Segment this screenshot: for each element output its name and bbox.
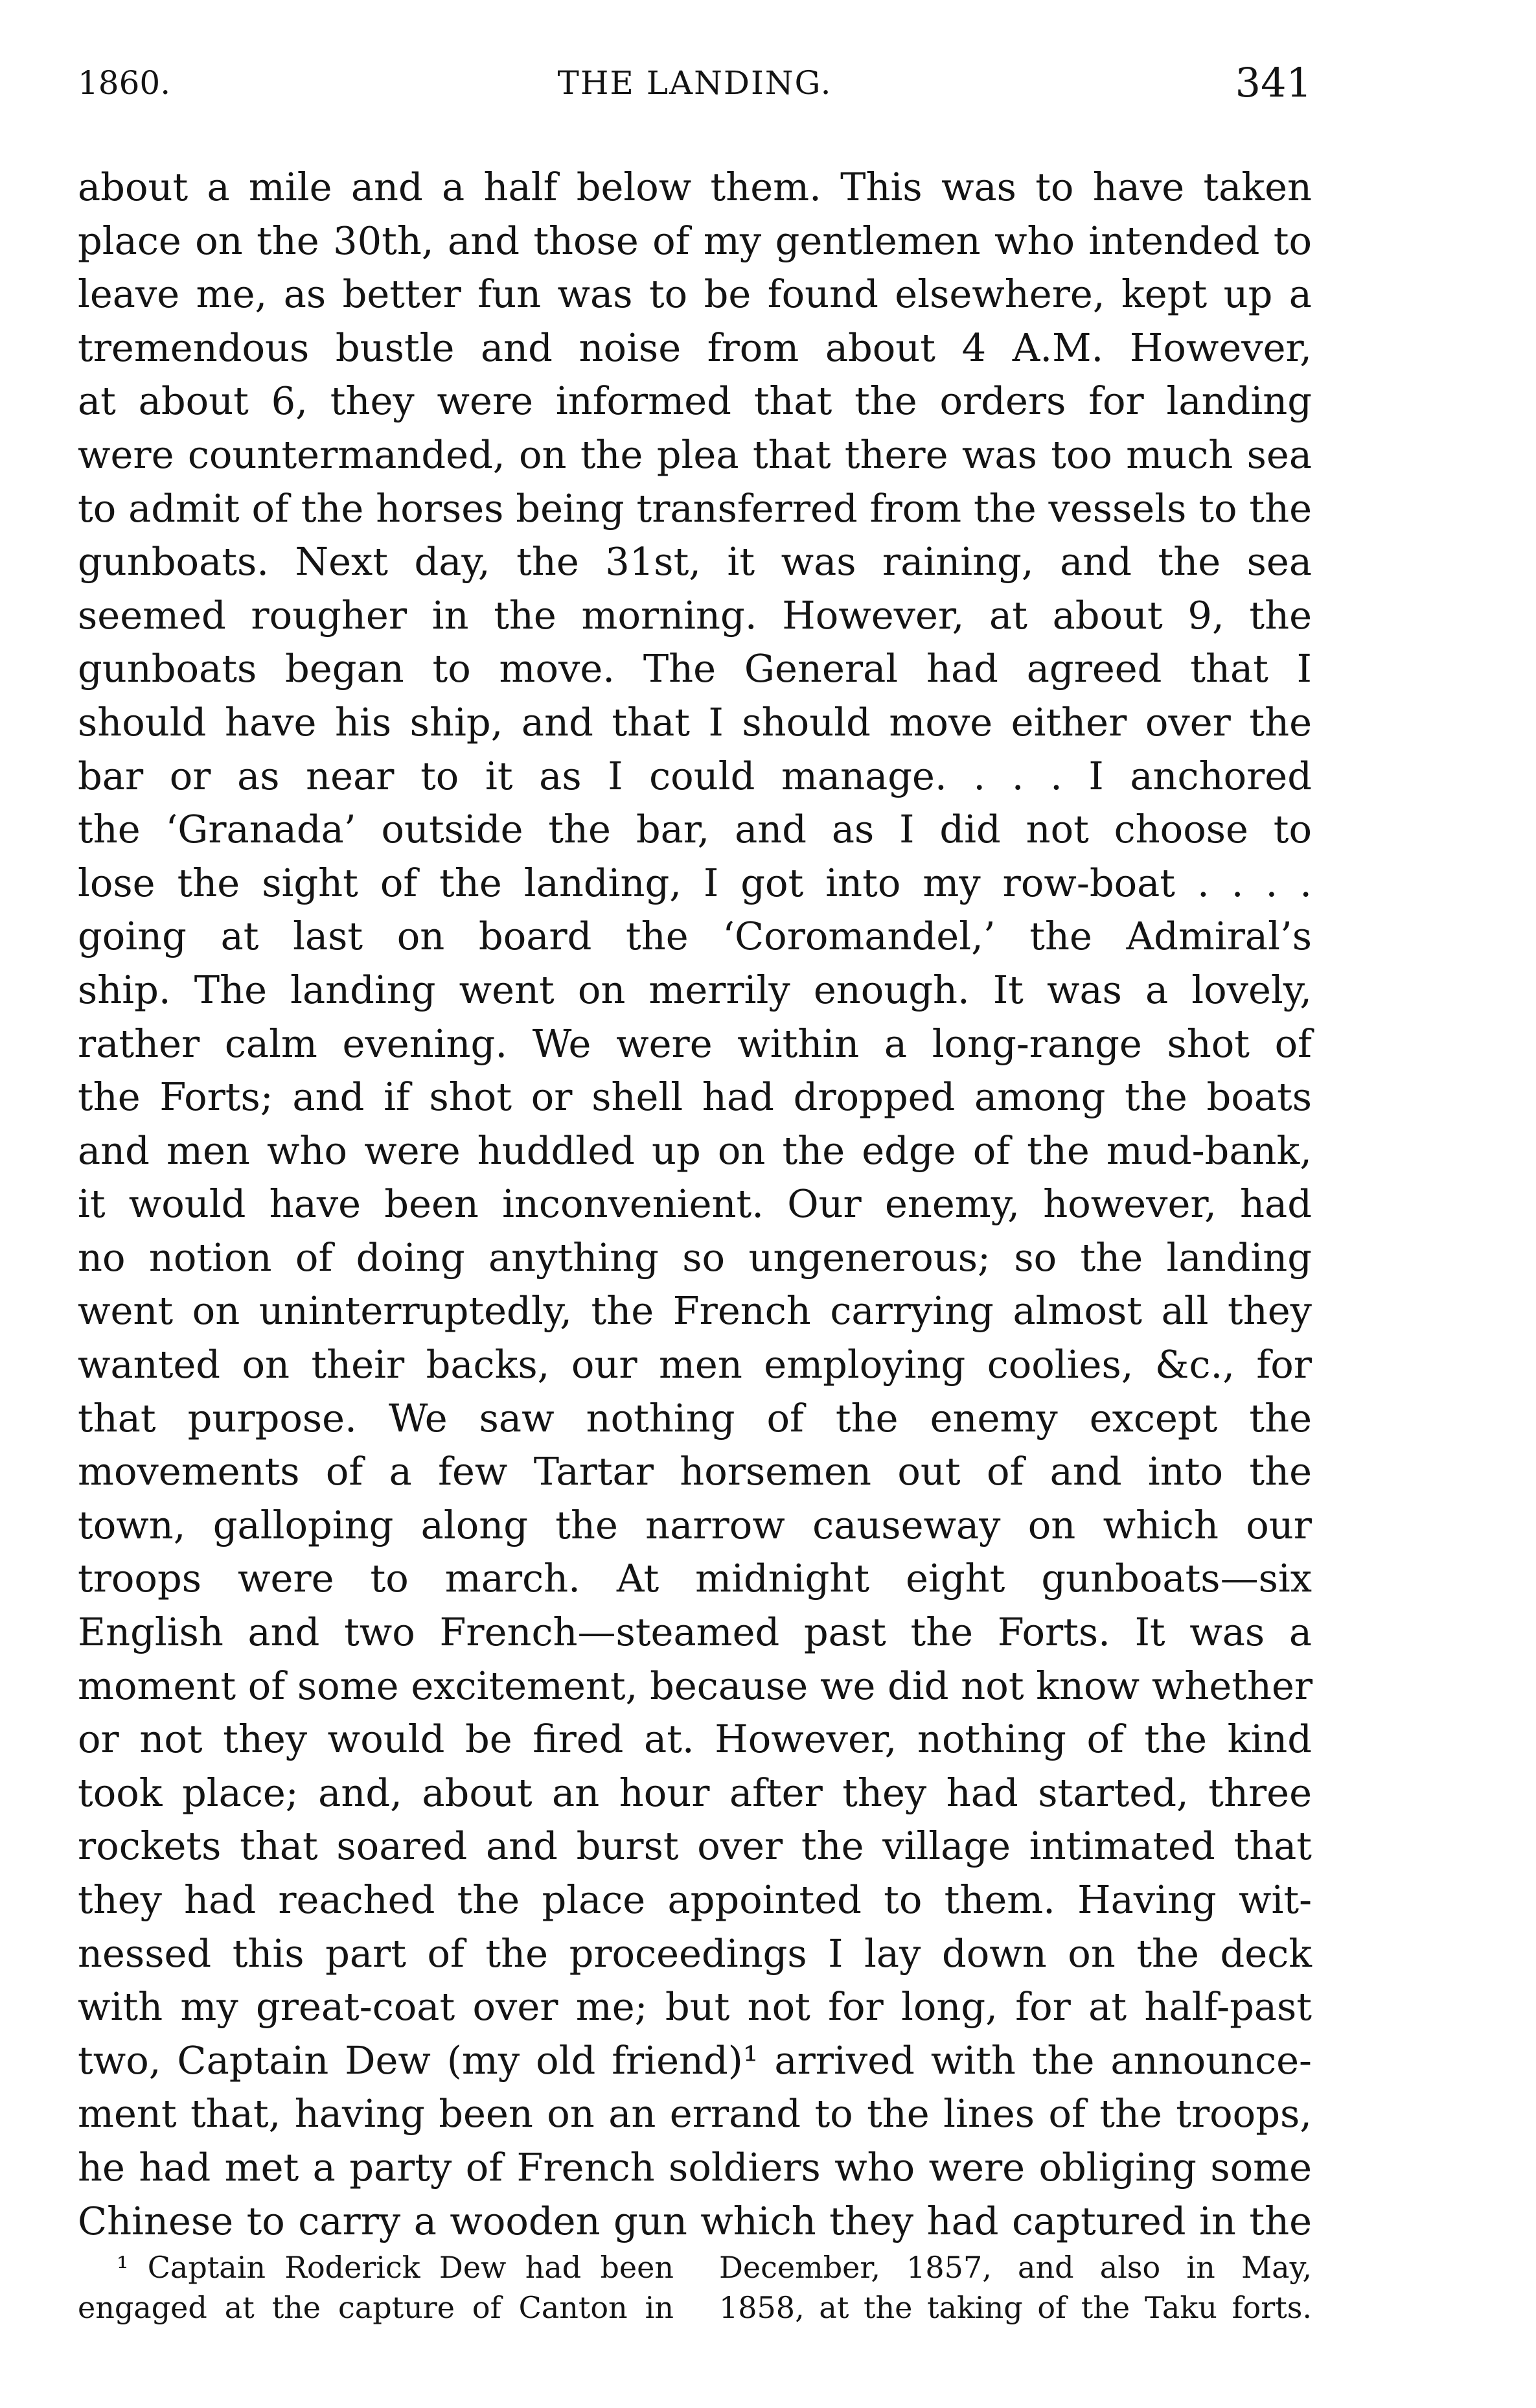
text-line: lose the sight of the landing, I got into my row-boat . . . . bbox=[78, 860, 1312, 905]
text-line: he had met a party of French soldiers who were obliging some bbox=[78, 2144, 1312, 2190]
footnote-line: ¹ Captain Roderick Dew had been bbox=[117, 2250, 674, 2285]
text-line: or not they would be fired at. However, nothing of the kind bbox=[78, 1717, 1312, 1762]
text-line: to admit of the horses being transferred from the vessels to the bbox=[78, 485, 1312, 531]
text-line: rockets that soared and burst over the village intimated that bbox=[78, 1823, 1312, 1869]
text-line: bar or as near to it as I could manage. . . . I anchored bbox=[78, 753, 1312, 798]
footnote-line: engaged at the capture of Canton in bbox=[78, 2290, 674, 2325]
text-line: seemed rougher in the morning. However, at about 9, the bbox=[78, 592, 1312, 638]
text-line: English and two French—steamed past the Forts. It was a bbox=[78, 1610, 1312, 1655]
text-line: at about 6, they were informed that the orders for landing bbox=[78, 378, 1312, 424]
text-line: went on uninterruptedly, the French carrying almost all they bbox=[78, 1288, 1312, 1334]
text-line: should have his ship, and that I should move either over the bbox=[78, 699, 1312, 745]
text-line: wanted on their backs, our men employing coolies, &c., for bbox=[78, 1342, 1312, 1387]
text-line: with my great-coat over me; but not for long, for at half-past bbox=[78, 1984, 1312, 2030]
text-line: about a mile and a half below them. This was to have taken bbox=[78, 165, 1312, 209]
text-line: town, galloping along the narrow causeway on which our bbox=[78, 1502, 1312, 1547]
text-line: gunboats began to move. The General had agreed that I bbox=[78, 646, 1312, 691]
text-line: ship. The landing went on merrily enough. It was a lovely, bbox=[78, 967, 1312, 1012]
text-line: rather calm evening. We were within a long-range shot of bbox=[78, 1021, 1312, 1066]
text-line: moment of some excitement, because we did not know whether bbox=[78, 1663, 1313, 1708]
running-head-title: THE LANDING. bbox=[557, 64, 832, 102]
text-line: leave me, as better fun was to be found elsewhere, kept up a bbox=[78, 272, 1312, 317]
text-line: nessed this part of the proceedings I lay down on the deck bbox=[78, 1930, 1312, 1976]
text-line: that purpose. We saw nothing of the enemy except the bbox=[78, 1395, 1312, 1441]
text-line: going at last on board the ‘Coromandel,’ the Admiral’s bbox=[78, 914, 1312, 959]
text-line: ment that, having been on an errand to the lines of the troops, bbox=[78, 2091, 1312, 2136]
text-line: tremendous bustle and noise from about 4 A.M. However, bbox=[78, 325, 1312, 370]
running-head bbox=[78, 57, 1312, 109]
body-text bbox=[78, 161, 1312, 2248]
footnote-line: December, 1857, and also in May, bbox=[719, 2250, 1312, 2285]
text-line: the ‘Granada’ outside the bar, and as I did not choose to bbox=[78, 807, 1312, 852]
text-line: took place; and, about an hour after they had started, three bbox=[78, 1770, 1312, 1815]
footnote-column-left bbox=[78, 2247, 674, 2328]
text-line: movements of a few Tartar horsemen out of and into the bbox=[78, 1449, 1312, 1494]
text-line: place on the 30th, and those of my gentlemen who intended to bbox=[78, 218, 1312, 263]
text-line: Chinese to carry a wooden gun which they had captured in the bbox=[78, 2198, 1312, 2243]
page-number: 341 bbox=[1235, 59, 1312, 106]
text-line: troops were to march. At midnight eight gunboats—six bbox=[78, 1556, 1312, 1601]
text-line: gunboats. Next day, the 31st, it was raining, and the sea bbox=[78, 539, 1312, 585]
text-line: they had reached the place appointed to them. Having wit- bbox=[78, 1877, 1312, 1922]
footnote bbox=[78, 2247, 1312, 2351]
running-head-year: 1860. bbox=[78, 64, 171, 102]
text-line: no notion of doing anything so ungenerous; so the landing bbox=[78, 1234, 1312, 1280]
footnote-line: 1858, at the taking of the Taku forts. bbox=[719, 2290, 1312, 2325]
text-line: the Forts; and if shot or shell had dropped among the boats bbox=[78, 1074, 1312, 1120]
text-line: and men who were huddled up on the edge of the mud-bank, bbox=[78, 1128, 1312, 1173]
footnote-column-right bbox=[719, 2247, 1312, 2328]
text-line: it would have been inconvenient. Our enemy, however, had bbox=[78, 1181, 1312, 1227]
text-line: two, Captain Dew (my old friend)¹ arrived with the announce- bbox=[78, 2037, 1312, 2083]
text-line: were countermanded, on the plea that there was too much sea bbox=[78, 432, 1312, 477]
